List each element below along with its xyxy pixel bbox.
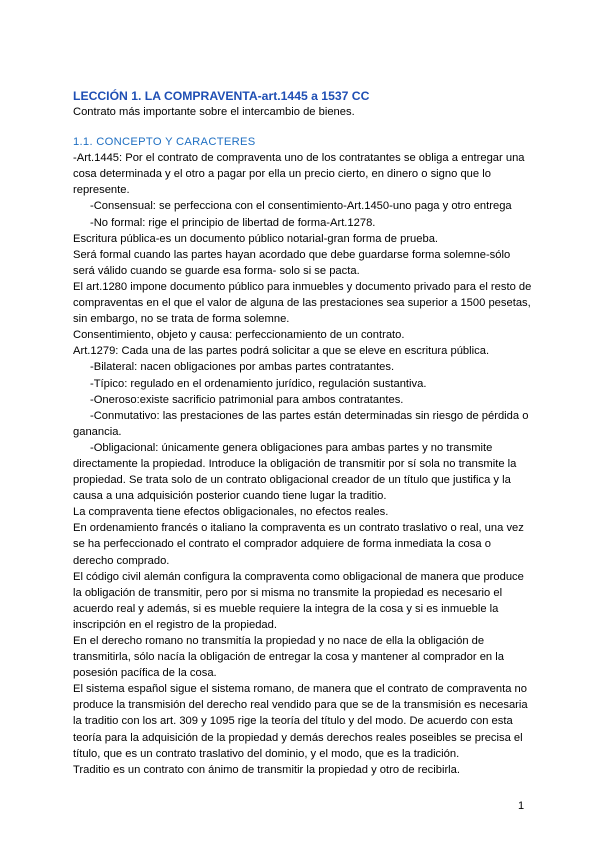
paragraph: Art.1279: Cada una de las partes podrá solicitar a que se eleve en escritura pública.: [73, 345, 490, 358]
paragraph: -Típico: regulado en el ordenamiento jurídico, regulación sustantiva.: [90, 377, 427, 390]
page-number: 1: [518, 800, 525, 812]
paragraph: El código civil alemán configura la compraventa como obligacional de manera que produce la obligación de transmitir, pero por si misma no transmite la propiedad es necesario el acuerdo real y además, si es mueble requiere la integra de la cosa y si es inmueble la inscripción en el registro de la propiedad.: [73, 570, 524, 631]
lesson-subtitle: Contrato más importante sobre el intercambio de bienes.: [73, 106, 355, 118]
paragraph: El sistema español sigue el sistema romano, de manera que el contrato de compraventa no produce la transmisión del derecho real vendido para que se de la transmisión es necesaria la traditio con los art. 309 y 1095 rige la teoría del título y del modo. De acuerdo con esta teoría para la adquisición de la propiedad y demás derechos reales poseibles se precisa el título, que es un contrato traslativo del dominio, y el modo, que es la tradición.: [73, 683, 528, 760]
paragraph: -Bilateral: nacen obligaciones por ambas partes contratantes.: [90, 361, 395, 374]
paragraph: Será formal cuando las partes hayan acordado que debe guardarse forma solemne-sólo será válido cuando se guarde esa forma- solo si se pacta.: [73, 248, 511, 277]
paragraph: -Oneroso:existe sacrificio patrimonial para ambos contratantes.: [90, 393, 404, 406]
paragraph: -No formal: rige el principio de libertad de forma-Art.1278.: [90, 216, 376, 229]
paragraph: -Consensual: se perfecciona con el consentimiento-Art.1450-uno paga y otro entrega: [90, 200, 512, 213]
paragraph: Traditio es un contrato con ánimo de transmitir la propiedad y otro de recibirla.: [73, 763, 460, 776]
paragraph: -Art.1445: Por el contrato de compraventa uno de los contratantes se obliga a entregar una cosa determinada y el otro a pagar por ella un precio cierto, en dinero o signo que lo represente.: [73, 152, 525, 197]
paragraph: Escritura pública-es un documento público notarial-gran forma de prueba.: [73, 232, 439, 245]
paragraph: En ordenamiento francés o italiano la compraventa es un contrato traslativo o real, una vez se ha perfeccionado el contrato el comprador adquiere de forma inmediata la cosa o derecho comprado.: [73, 522, 524, 567]
paragraph: -Obligacional: únicamente genera obligaciones para ambas partes y no transmite directamente la propiedad. Introduce la obligación de transmitir por sí sola no transmite la propiedad. Se trata solo de un contrato obligacional creador de un título que justifica y la causa a una adquisición posterior cuando tiene lugar la traditio.: [73, 441, 517, 503]
section-heading: 1.1. CONCEPTO Y CARACTERES: [73, 136, 256, 149]
lesson-title: LECCIÓN 1. LA COMPRAVENTA-art.1445 a 1537 CC: [73, 89, 370, 103]
paragraph: El art.1280 impone documento público para inmuebles y documento privado para el resto de compraventas en el que el valor de alguna de las prestaciones sea superior a 1500 pesetas, sin embargo, no se trata de forma solemne.: [73, 280, 532, 326]
paragraph: La compraventa tiene efectos obligacionales, no efectos reales.: [73, 506, 389, 519]
document-body: [73, 88, 533, 778]
paragraph: -Conmutativo: las prestaciones de las partes están determinadas sin riesgo de pérdida o ganancia.: [73, 409, 529, 438]
paragraph: Consentimiento, objeto y causa: perfeccionamiento de un contrato.: [73, 329, 405, 342]
paragraph: En el derecho romano no transmitía la propiedad y no nace de ella la obligación de transmitirla, sólo nacía la obligación de entregar la cosa y mantener al comprador en la posesión pacífica de la cosa.: [73, 635, 504, 680]
